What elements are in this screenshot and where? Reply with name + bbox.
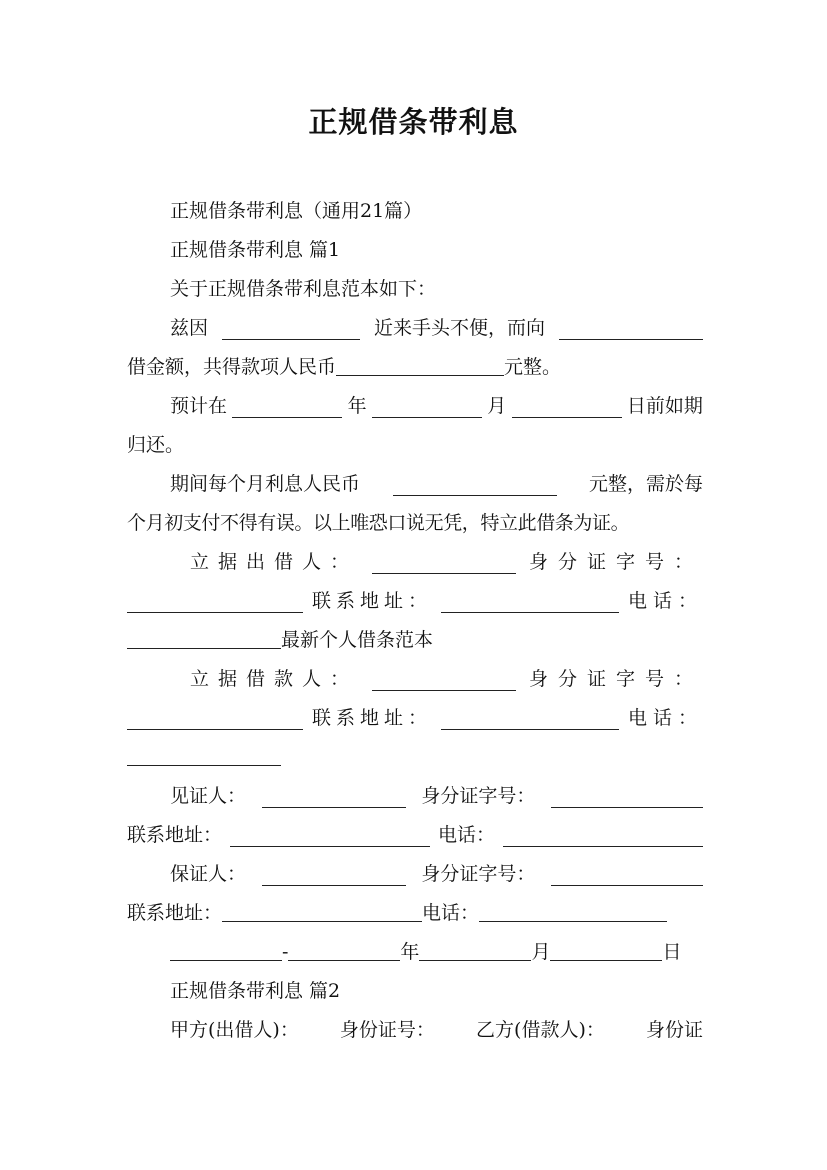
blank-line [479,899,667,922]
address-label: 联系地址： [127,902,223,924]
witness-line [170,776,703,816]
witness-label: 见证人： [170,785,247,807]
address-label: 联系地址： [127,824,223,846]
text-segment: 身份证号： [339,1019,435,1041]
paragraph-line [127,347,703,387]
address-label: 联系地址： [311,707,432,729]
phone-label: 电话： [437,824,495,846]
newest-template-text: 最新个人借条范本 [281,629,434,651]
blank-line [262,785,406,808]
blank-line [559,317,703,340]
blank-line [262,863,406,886]
guarantor-contact-line [127,893,703,933]
blank-line [127,743,281,766]
blank-line [441,590,619,613]
subtitle: 正规借条带利息（通用21篇） [170,200,423,222]
day-text: 日 [662,941,682,963]
phone-label: 电话： [627,590,703,612]
blank-line [419,938,531,961]
blank-line [336,353,504,376]
section-heading-1: 正规借条带利息 篇1 [170,239,341,261]
paragraph-line [170,464,703,504]
text-segment: 兹因 [170,317,209,339]
guarantor-line [170,854,703,894]
blank-line [222,317,360,340]
blank-line [288,938,400,961]
paragraph-line [170,386,703,426]
blank-line [230,824,430,847]
blank-line [551,863,703,886]
guarantor-label: 保证人： [170,863,247,885]
text-segment: 借金额，共得款项人民币 [127,356,337,378]
paragraph-line: 归还。 [127,434,185,456]
blank-line [170,938,282,961]
blank-line [372,395,482,418]
text-segment: 日前如期 [626,395,703,417]
borrower-contact-line [127,698,703,738]
paragraph-line: 个月初支付不得有误。以上唯恐口说无凭，特立此借条为证。 [127,512,630,534]
month-text: 月 [531,941,551,963]
blank-line [127,626,281,649]
witness-contact-line [127,815,703,855]
text-segment: 近来手头不便，而向 [373,317,545,339]
id-label: 身分证字号： [528,551,703,573]
text-segment: 元整。 [504,356,562,378]
blank-line [127,707,303,730]
phone-label: 电话： [422,902,480,924]
blank-line [127,590,303,613]
blank-line [441,707,619,730]
paragraph-line [127,737,703,777]
text-segment: 预计在 [170,395,228,417]
intro-text: 关于正规借条带利息范本如下： [170,278,437,300]
paragraph-line [127,620,703,660]
blank-line [503,824,703,847]
address-label: 联系地址： [311,590,432,612]
id-label: 身分证字号： [528,668,703,690]
text-segment: 身份证 [645,1019,703,1041]
lender-line [190,542,703,582]
dash-text: - [282,941,289,963]
blank-line [551,785,703,808]
lender-contact-line [127,581,703,621]
date-line [170,932,690,972]
borrower-line [190,659,703,699]
paragraph-line [170,1010,703,1050]
blank-line [393,473,557,496]
id-label: 身分证字号： [421,785,536,807]
lender-label: 立据出借人： [190,551,359,573]
blank-line [372,668,516,691]
blank-line [372,551,516,574]
phone-label: 电话： [627,707,703,729]
year-text: 年 [400,941,420,963]
blank-line [550,938,662,961]
text-segment: 年 [347,395,367,417]
section-heading-2: 正规借条带利息 篇2 [170,980,341,1002]
id-label: 身分证字号： [421,863,536,885]
text-segment: 甲方(出借人)： [170,1019,299,1041]
text-segment: 期间每个月利息人民币 [170,473,361,495]
blank-line [222,899,422,922]
text-segment: 元整，需於每 [588,473,703,495]
document-title: 正规借条带利息 [308,105,519,139]
blank-line [512,395,622,418]
borrower-label: 立据借款人： [190,668,359,690]
blank-line [232,395,342,418]
text-segment: 月 [487,395,507,417]
text-segment: 乙方(借款人)： [476,1019,605,1041]
paragraph-line [170,308,703,348]
